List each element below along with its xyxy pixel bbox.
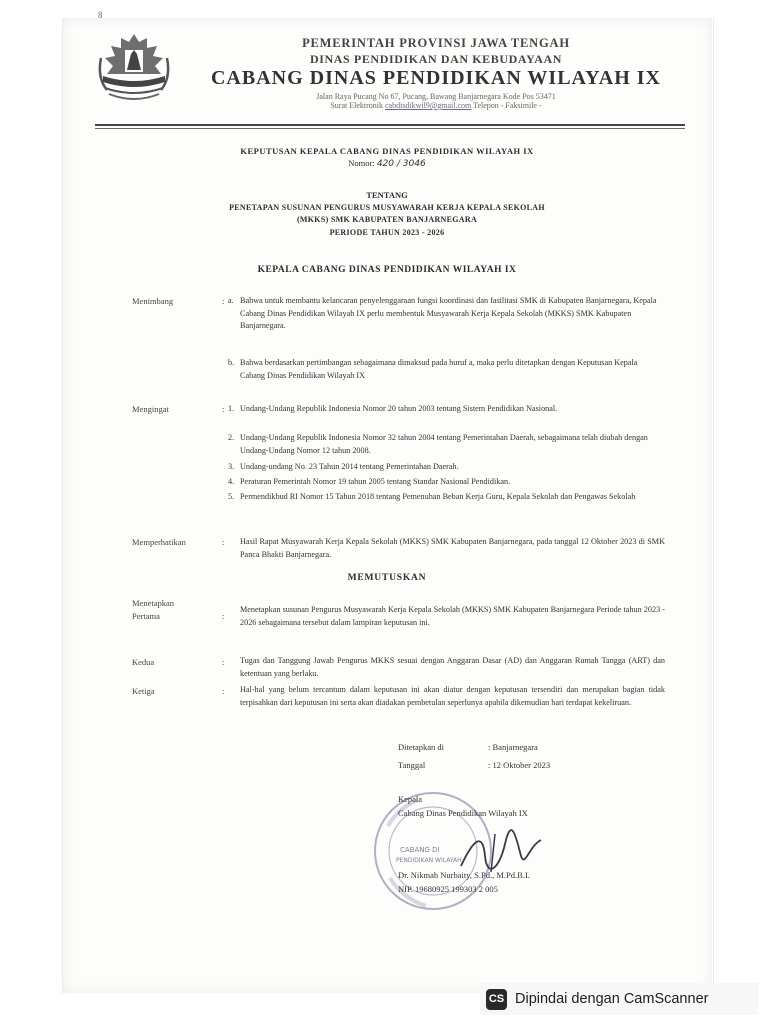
menimbang-item-b: b. Bahwa berdasarkan pertimbangan sebagaimana dimaksud pada huruf a, maka perlu ditetapkan dengan Keputusan Kepala Cabang Dinas Pendidikan Wilayah IX (228, 358, 638, 380)
colon: : (222, 657, 225, 667)
tentang-heading: TENTANG (366, 190, 408, 200)
mengingat-item-1: 1. Undang-Undang Republik Indonesia Nomor 20 tahun 2003 tentang Sistem Pendidikan Nasional. (228, 404, 558, 413)
ditetapkan-value: : Banjarnegara (488, 742, 538, 752)
tanggal-value: : 12 Oktober 2023 (488, 760, 551, 770)
jabatan-cabang: Cabang Dinas Pendidikan Wilayah IX (398, 808, 528, 818)
contact-email: cabdisdikwil9@gmail.com (385, 101, 472, 110)
letterhead (176, 36, 696, 110)
memutuskan-heading: MEMUTUSKAN (347, 573, 427, 583)
letterhead-address: Jalan Raya Pucang No 67, Pucang, Bawang Banjarnegara Kode Pos 53471 (316, 92, 556, 101)
decree-number (62, 158, 712, 169)
subject-line-2: (MKKS) SMK KABUPATEN BANJARNEGARA (296, 215, 478, 224)
signatory-name: Dr. Nikmah Nurbaity, S.Pd., M.Pd.B.I. (398, 870, 530, 880)
menimbang-label: Menimbang (132, 296, 174, 306)
letterhead-contact (176, 101, 696, 110)
letterhead-government: PEMERINTAH PROVINSI JAWA TENGAH (302, 36, 570, 50)
pertama-label: Pertama (132, 611, 160, 621)
handwritten-signature-icon (455, 826, 545, 876)
kedua-text: Tugas dan Tanggung Jawab Pengurus MKKS sesuai dengan Anggaran Dasar (AD) dan Anggaran Rumah Tangga (ART) dan ketentuan yang berlaku. (240, 656, 665, 678)
jabatan-kepala: Kepala (398, 794, 423, 804)
kedua-label: Kedua (132, 657, 155, 667)
tanggal-label: Tanggal (398, 760, 426, 770)
nomor-value: 420 / 3046 (376, 159, 426, 169)
corner-mark: 8 (98, 10, 103, 20)
contact-label: Surat Elektronik (330, 101, 383, 110)
ketiga-label: Ketiga (132, 686, 155, 696)
colon: : (222, 686, 225, 696)
letterhead-department: DINAS PENDIDIKAN DAN KEBUDAYAAN (309, 52, 563, 66)
subject-line-3: PERIODE TAHUN 2023 - 2026 (329, 228, 445, 237)
colon: : (222, 404, 225, 414)
subject-line-1: PENETAPAN SUSUNAN PENGURUS MUSYAWARAH KERJA KEPALA SEKOLAH (229, 203, 545, 212)
letterhead-office: CABANG DINAS PENDIDIKAN WILAYAH IX (210, 67, 661, 89)
camscanner-logo-icon: CS (486, 989, 507, 1010)
colon: : (222, 537, 225, 547)
menimbang-item-a: a. Bahwa untuk membantu kelancaran penyelenggaraan fungsi koordinasi dan fasilitasi SMK di Kabupaten Banjarnegara, Kepala Cabang Dinas Pendidikan Wilayah IX perlu membentuk Musyawarah Kerja Kepala Sekolah (MKKS) SMK Kabupaten Banjarnegara. (228, 296, 657, 330)
camscanner-watermark (480, 983, 758, 1015)
nomor-label: Nomor: (348, 158, 375, 168)
issuer-heading: KEPALA CABANG DINAS PENDIDIKAN WILAYAH IX (257, 265, 517, 275)
colon: : (222, 611, 225, 621)
memperhatikan-text: Hasil Rapat Musyawarah Kerja Kepala Sekolah (MKKS) SMK Kabupaten Banjarnegara, pada tanggal 12 Oktober 2023 di SMK Panca Bhakti Banjarnegara. (240, 537, 665, 559)
contact-phone: Telepon - Faksimile - (473, 101, 542, 110)
mengingat-item-3: 3. Undang-undang No. 23 Tahun 2014 tentang Pemerintahan Daerah. (228, 462, 459, 471)
ditetapkan-label: Ditetapkan di (398, 742, 445, 752)
stamp-text-1: CABANG DI (400, 846, 440, 854)
mengingat-item-4: 4. Peraturan Pemerintah Nomor 19 tahun 2005 tentang Standar Nasional Pendidikan. (228, 477, 511, 486)
letterhead-rule-thick (95, 124, 685, 126)
mengingat-item-5: 5. Permendikbud RI Nomor 15 Tahun 2018 tentang Pemenuhan Beban Kerja Guru, Kepala Sekolah dan Pengawas Sekolah (228, 492, 636, 501)
ketiga-text: Hal-hal yang belum tercantum dalam keputusan ini akan diatur dengan keputusan tersendiri dan merupakan bagian tidak terpisahkan dari keputusan ini serta akan diadakan pembetulan seperlunya apabila dikemudian hari terdapat kekeliruan. (240, 685, 665, 707)
mengingat-label: Mengingat (132, 404, 169, 414)
pertama-text: Menetapkan susunan Pengurus Musyawarah Kerja Kepala Sekolah (MKKS) SMK Kabupaten Banjarnegara Periode tahun 2023 - 2026 sebagaimana tersebut dalam lampiran keputusan ini. (240, 605, 665, 627)
memperhatikan-label: Memperhatikan (132, 537, 186, 547)
jawa-tengah-emblem-icon (95, 28, 173, 110)
stamp-text-2: PENDIDIKAN WILAYAH (396, 857, 462, 864)
decree-title: KEPUTUSAN KEPALA CABANG DINAS PENDIDIKAN WILAYAH IX (240, 146, 534, 156)
letterhead-rule-thin (95, 128, 685, 129)
signatory-nip: NIP. 19680925 199303 2 005 (398, 884, 498, 894)
camscanner-text: Dipindai dengan CamScanner (515, 991, 709, 1007)
colon: : (222, 296, 225, 306)
menetapkan-label: Menetapkan (132, 598, 175, 608)
mengingat-item-2: 2. Undang-Undang Republik Indonesia Nomor 32 tahun 2004 tentang Pemerintahan Daerah, sebagaimana telah diubah dengan Undang-Undang Nomor 12 tahun 2008. (228, 433, 648, 455)
